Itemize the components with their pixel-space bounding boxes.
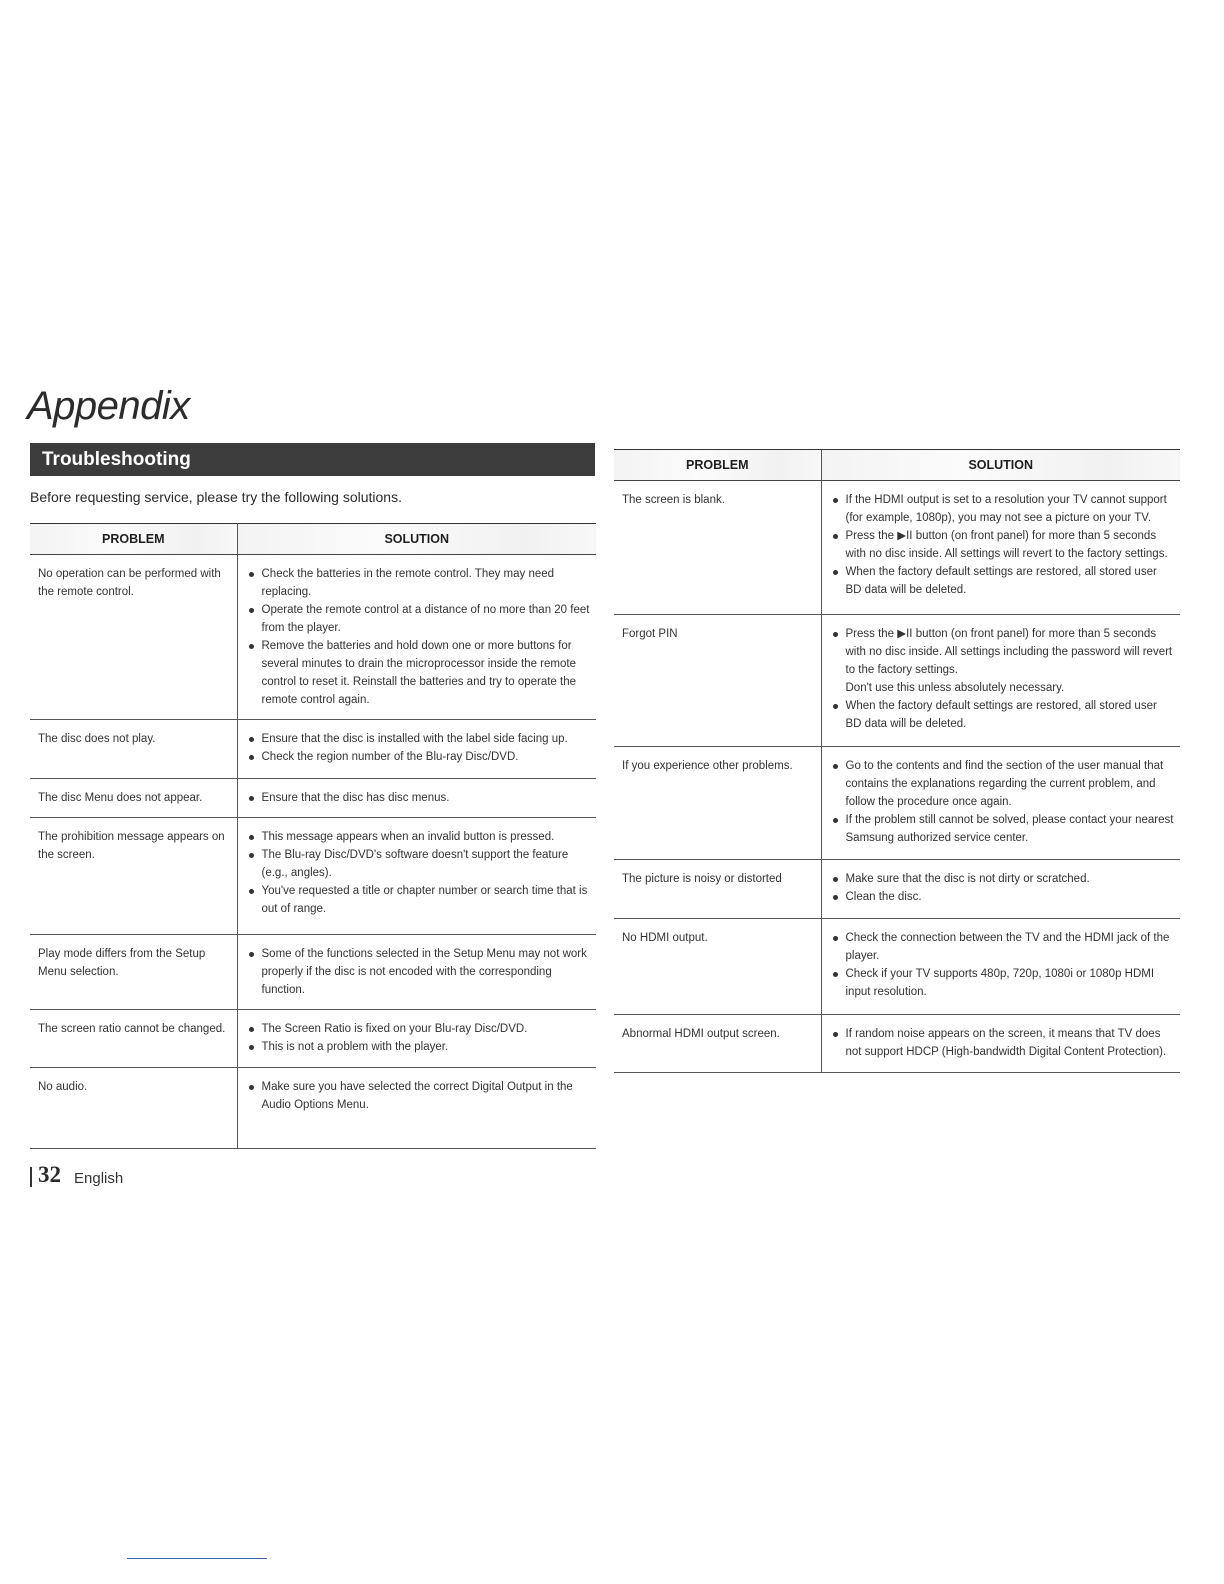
footer-bar [30,1167,32,1187]
solution-text: Check the batteries in the remote control. They may need replacing. [261,568,555,598]
page-title: Appendix [27,384,190,428]
table-row [614,919,1180,1015]
solution-item [246,565,591,601]
solution-text: This is not a problem with the player. [261,1041,449,1053]
solution-list [830,870,1175,906]
solution-text: Check if your TV supports 480p, 720p, 1080i or 1080p HDMI input resolution. [845,968,1155,998]
solution-item [830,888,1175,906]
problem-cell: Abnormal HDMI output screen. [614,1015,821,1073]
solution-cell [821,481,1180,615]
problem-cell: The screen ratio cannot be changed. [30,1010,237,1068]
solution-text: Operate the remote control at a distance of no more than 20 feet from the player. [261,604,590,634]
problem-cell: No HDMI output. [614,919,821,1015]
solution-list [830,1025,1175,1061]
problem-cell: No audio. [30,1068,237,1149]
solution-item [830,563,1175,599]
problem-cell: If you experience other problems. [614,747,821,860]
solution-item [830,491,1175,527]
solution-item [830,965,1175,1001]
solution-text: If random noise appears on the screen, it means that TV does not support HDCP (High-bandwidth Digital Content Protection). [845,1028,1167,1058]
solution-item [246,828,591,846]
solution-text: Clean the disc. [845,891,922,903]
solution-list [246,1020,591,1056]
problem-cell: The picture is noisy or distorted [614,860,821,919]
solution-item [246,601,591,637]
table-row [30,1068,596,1149]
solution-cell [821,1015,1180,1073]
page-language: English [74,1170,124,1187]
solution-text: This message appears when an invalid button is pressed. [261,831,555,843]
solution-cell [237,1010,596,1068]
table-row [30,555,596,720]
troubleshooting-table-right [614,449,1180,1073]
solution-item [246,730,591,748]
solution-item [830,811,1175,847]
solution-text: You've requested a title or chapter number or search time that is out of range. [261,885,588,915]
solution-text: Some of the functions selected in the Setup Menu may not work properly if the disc is not encoded with the corresponding function. [261,948,587,996]
solution-text: Go to the contents and find the section of the user manual that contains the explanations regarding the current problem, and follow the procedure once again. [845,760,1164,808]
solution-cell [237,720,596,779]
solution-cell [237,818,596,935]
problem-cell: Forgot PIN [614,615,821,747]
solution-text: Check the connection between the TV and the HDMI jack of the player. [845,932,1170,962]
solution-note: Don't use this unless absolutely necessary. [845,682,1065,694]
solution-text: Make sure you have selected the correct Digital Output in the Audio Options Menu. [261,1081,573,1111]
solution-text: If the problem still cannot be solved, please contact your nearest Samsung authorized service center. [845,814,1174,844]
solution-list [830,491,1175,599]
problem-cell: No operation can be performed with the remote control. [30,555,237,720]
solution-cell [821,860,1180,919]
solution-list [246,565,591,709]
table-row [30,818,596,935]
solution-cell [237,555,596,720]
solution-list [830,929,1175,1001]
solution-item [830,527,1175,563]
solution-item [246,1020,591,1038]
solution-cell [821,615,1180,747]
solution-text: The Blu-ray Disc/DVD's software doesn't support the feature (e.g., angles). [261,849,569,879]
table-row [30,779,596,818]
solution-item [246,789,591,807]
solution-list [246,945,591,999]
problem-header: PROBLEM [30,524,237,555]
solution-item [246,1078,591,1114]
solution-list [246,730,591,766]
solution-list [246,789,591,807]
solution-list [830,625,1175,733]
solution-text: Make sure that the disc is not dirty or scratched. [845,873,1090,885]
bottom-rule [127,1558,267,1559]
solution-text: Press the ▶II button (on front panel) for more than 5 seconds with no disc inside. All settings will revert to the factory settings. [845,530,1168,560]
solution-item [830,757,1175,811]
solution-list [830,757,1175,847]
solution-item [246,945,591,999]
solution-header: SOLUTION [821,450,1180,481]
solution-text: Press the ▶II button (on front panel) for more than 5 seconds with no disc inside. All settings including the password will revert to the factory settings. [845,628,1173,676]
problem-header: PROBLEM [614,450,821,481]
table-row [614,860,1180,919]
solution-text: If the HDMI output is set to a resolution your TV cannot support (for example, 1080p), you may not see a picture on your TV. [845,494,1167,524]
table-row [614,1015,1180,1073]
solution-item [830,697,1175,733]
solution-text: Ensure that the disc is installed with the label side facing up. [261,733,568,745]
solution-item [246,882,591,918]
intro-text: Before requesting service, please try the following solutions. [30,489,402,505]
solution-item [246,846,591,882]
table-row [30,1010,596,1068]
solution-item [246,1038,591,1056]
table-header-row [614,450,1180,481]
solution-item [246,748,591,766]
table-row [30,720,596,779]
problem-cell: The disc does not play. [30,720,237,779]
solution-item [830,870,1175,888]
table-row [614,615,1180,747]
solution-text: Ensure that the disc has disc menus. [261,792,450,804]
solution-item [830,929,1175,965]
problem-cell: The disc Menu does not appear. [30,779,237,818]
problem-cell: The screen is blank. [614,481,821,615]
section-banner: Troubleshooting [30,443,595,476]
solution-cell [237,779,596,818]
solution-item [830,1025,1175,1061]
table-row [614,481,1180,615]
solution-text: Remove the batteries and hold down one or more buttons for several minutes to drain the microprocessor inside the remote control to reset it. Reinstall the batteries and try to operate the remote control again. [261,640,577,706]
solution-cell [821,919,1180,1015]
solution-item [246,637,591,709]
solution-header: SOLUTION [237,524,596,555]
solution-text: When the factory default settings are restored, all stored user BD data will be deleted. [845,566,1157,596]
table-header-row [30,524,596,555]
table-row [614,747,1180,860]
solution-list [246,1078,591,1114]
problem-cell: Play mode differs from the Setup Menu selection. [30,935,237,1010]
problem-cell: The prohibition message appears on the screen. [30,818,237,935]
solution-cell [237,1068,596,1149]
solution-cell [237,935,596,1010]
solution-item [830,625,1175,697]
solution-text: The Screen Ratio is fixed on your Blu-ray Disc/DVD. [261,1023,528,1035]
table-row [30,935,596,1010]
solution-cell [821,747,1180,860]
solution-text: Check the region number of the Blu-ray Disc/DVD. [261,751,519,763]
troubleshooting-table-left [30,523,596,1149]
solution-list [246,828,591,918]
solution-text: When the factory default settings are restored, all stored user BD data will be deleted. [845,700,1157,730]
page-number: 32 [38,1162,61,1187]
